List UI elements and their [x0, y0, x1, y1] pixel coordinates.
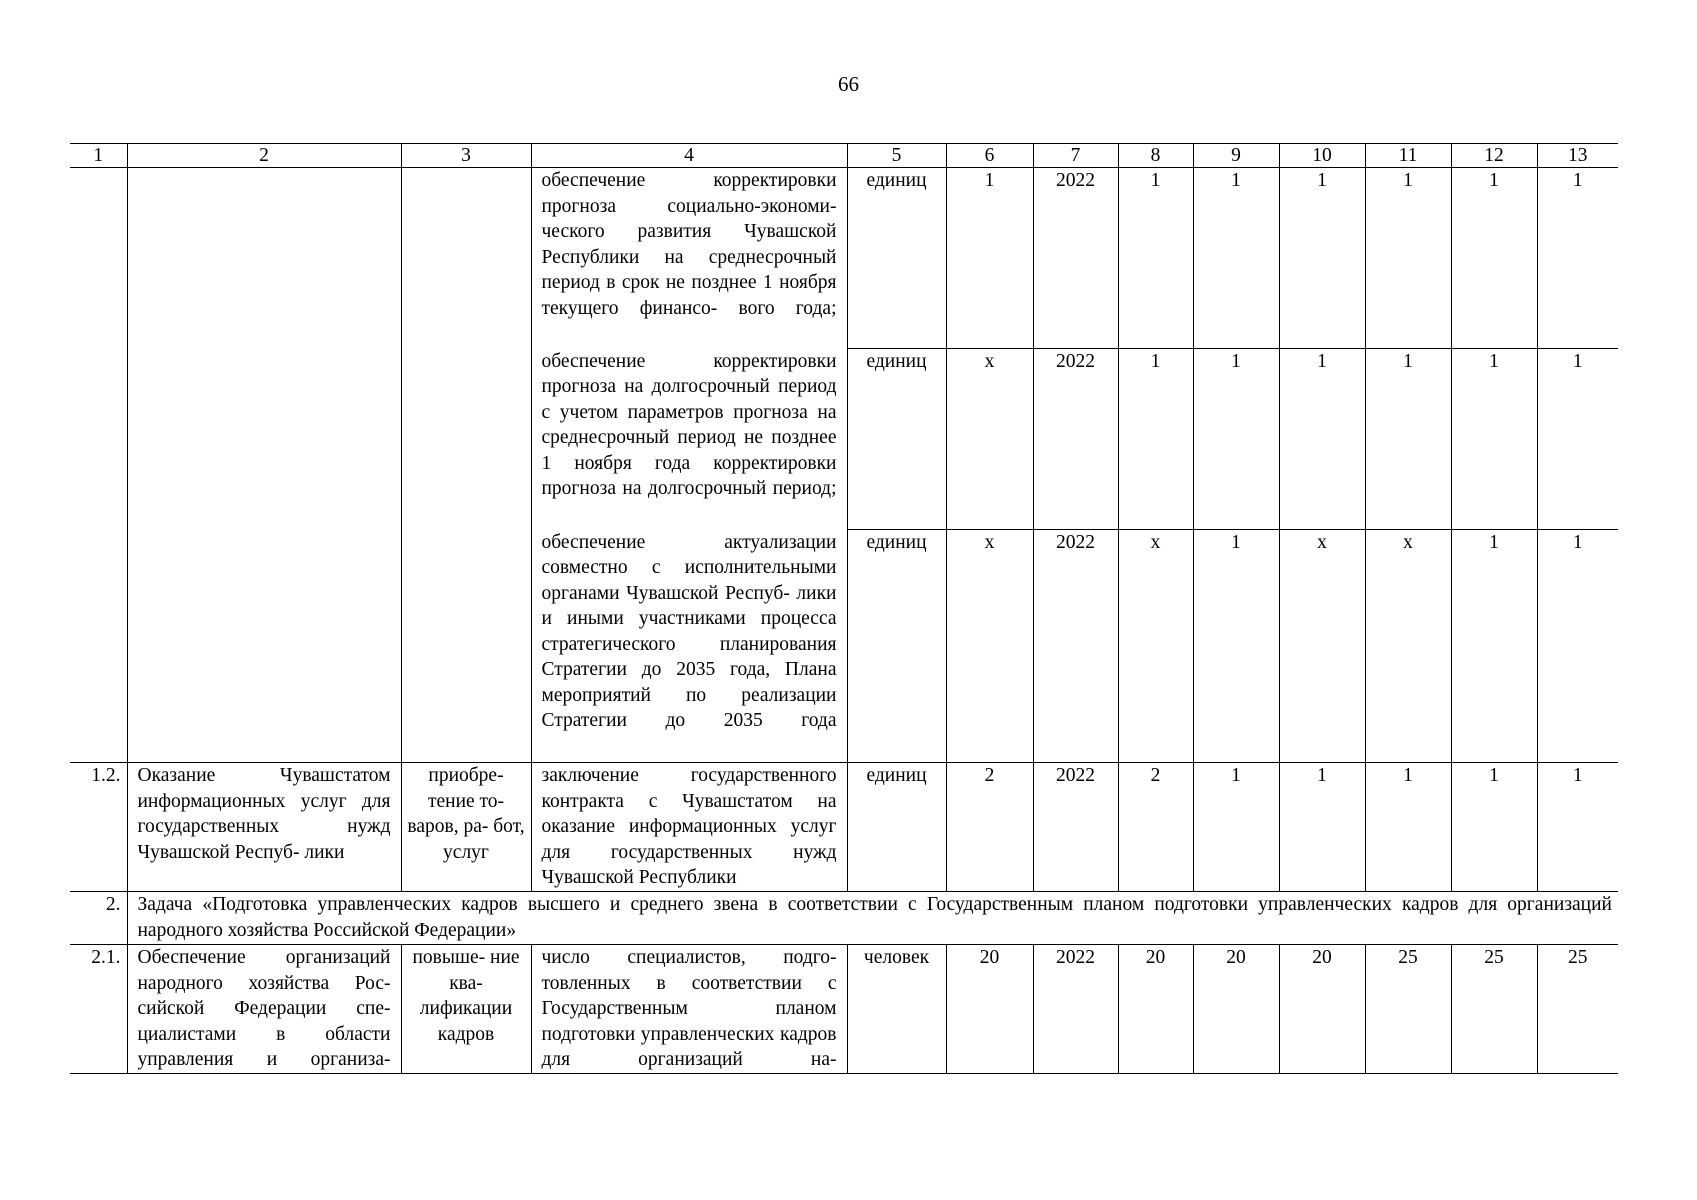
- task-title: Задача «Подготовка управленческих кадров высшего и среднего звена в соответствии с Государственным планом подготовки управленческих кадров для организаций народного хозяйства Российской Федерации»: [127, 892, 1618, 945]
- value-cell: 2022: [1033, 945, 1118, 1074]
- measure-name-cell: Обеспечение организаций народного хозяйства Рос- сийской Федерации спе- циалистами в области управления и организа-: [127, 945, 401, 1074]
- value-cell: 1: [1279, 168, 1365, 349]
- value-cell: 1: [1537, 530, 1618, 763]
- indicator-text: обеспечение корректировки прогноза социально-экономи- ческого развития Чувашской Республики на среднесрочный период в срок не позднее 1 ноября текущего финансо- вого года;: [531, 168, 847, 349]
- value-cell: 1: [1193, 530, 1279, 763]
- table-row: [70, 168, 1618, 349]
- unit-cell: единиц: [847, 168, 946, 349]
- col-header: 13: [1537, 144, 1618, 168]
- value-cell: х: [946, 530, 1033, 763]
- row-number-cell: [70, 168, 127, 763]
- unit-cell: человек: [847, 945, 946, 1074]
- value-cell: 1: [1279, 349, 1365, 530]
- indicator-text: обеспечение актуализации совместно с исполнительными органами Чувашской Респуб- лики и иными участниками процесса стратегического планирования Стратегии до 2035 года, Плана мероприятий по реализации Стратегии до 2035 года: [531, 530, 847, 763]
- value-cell: 20: [1118, 945, 1193, 1074]
- measure-name-cell: [127, 168, 401, 763]
- value-cell: х: [1365, 530, 1451, 763]
- table-row: [70, 945, 1618, 1074]
- col-header: 11: [1365, 144, 1451, 168]
- unit-cell: единиц: [847, 530, 946, 763]
- col-header: 3: [401, 144, 531, 168]
- col-header: 8: [1118, 144, 1193, 168]
- value-cell: 20: [1193, 945, 1279, 1074]
- value-cell: 25: [1537, 945, 1618, 1074]
- unit-cell: единиц: [847, 349, 946, 530]
- task-row: [70, 892, 1618, 945]
- value-cell: 1: [1193, 349, 1279, 530]
- value-cell: 1: [1365, 349, 1451, 530]
- value-cell: 1: [1537, 763, 1618, 892]
- value-cell: 1: [1365, 168, 1451, 349]
- value-cell: 1: [1193, 168, 1279, 349]
- col-header: 7: [1033, 144, 1118, 168]
- col-header: 10: [1279, 144, 1365, 168]
- value-cell: 25: [1451, 945, 1537, 1074]
- indicator-text: обеспечение корректировки прогноза на долгосрочный период с учетом параметров прогноза на среднесрочный период не позднее 1 ноября года корректировки прогноза на долгосрочный период;: [531, 349, 847, 530]
- value-cell: 2022: [1033, 349, 1118, 530]
- value-cell: 1: [1118, 168, 1193, 349]
- col-header: 12: [1451, 144, 1537, 168]
- value-cell: 2022: [1033, 530, 1118, 763]
- value-cell: х: [1279, 530, 1365, 763]
- value-cell: 1: [1193, 763, 1279, 892]
- value-cell: 1: [1451, 349, 1537, 530]
- value-cell: 2022: [1033, 168, 1118, 349]
- unit-cell: единиц: [847, 763, 946, 892]
- value-cell: х: [946, 349, 1033, 530]
- value-cell: 1: [1365, 763, 1451, 892]
- measure-type-cell: повыше- ние ква- лификации кадров: [401, 945, 531, 1074]
- value-cell: 20: [1279, 945, 1365, 1074]
- value-cell: 25: [1365, 945, 1451, 1074]
- col-header: 5: [847, 144, 946, 168]
- page-number: 66: [838, 72, 859, 96]
- value-cell: 1: [1537, 349, 1618, 530]
- col-header: 6: [946, 144, 1033, 168]
- col-header: 1: [70, 144, 127, 168]
- column-numbers-row: [70, 144, 1618, 168]
- value-cell: 20: [946, 945, 1033, 1074]
- value-cell: 1: [1537, 168, 1618, 349]
- row-number-cell: 2.1.: [70, 945, 127, 1074]
- indicator-text: заключение государственного контракта с Чувашстатом на оказание информационных услуг для государственных нужд Чувашской Республики: [531, 763, 847, 892]
- row-number-cell: 1.2.: [70, 763, 127, 892]
- value-cell: 2: [1118, 763, 1193, 892]
- value-cell: х: [1118, 530, 1193, 763]
- value-cell: 1: [1279, 763, 1365, 892]
- value-cell: 2: [946, 763, 1033, 892]
- col-header: 2: [127, 144, 401, 168]
- indicators-table: [70, 143, 1618, 1074]
- value-cell: 1: [1451, 168, 1537, 349]
- row-number-cell: 2.: [70, 892, 127, 945]
- value-cell: 1: [946, 168, 1033, 349]
- measure-type-cell: приобре- тение то- варов, ра- бот, услуг: [401, 763, 531, 892]
- value-cell: 2022: [1033, 763, 1118, 892]
- table-row: [70, 763, 1618, 892]
- value-cell: 1: [1451, 763, 1537, 892]
- col-header: 9: [1193, 144, 1279, 168]
- value-cell: 1: [1451, 530, 1537, 763]
- measure-name-cell: Оказание Чувашстатом информационных услуг для государственных нужд Чувашской Респуб- лики: [127, 763, 401, 892]
- measure-type-cell: [401, 168, 531, 763]
- col-header: 4: [531, 144, 847, 168]
- indicator-text: число специалистов, подго- товленных в соответствии с Государственным планом подготовки управленческих кадров для организаций на-: [531, 945, 847, 1074]
- value-cell: 1: [1118, 349, 1193, 530]
